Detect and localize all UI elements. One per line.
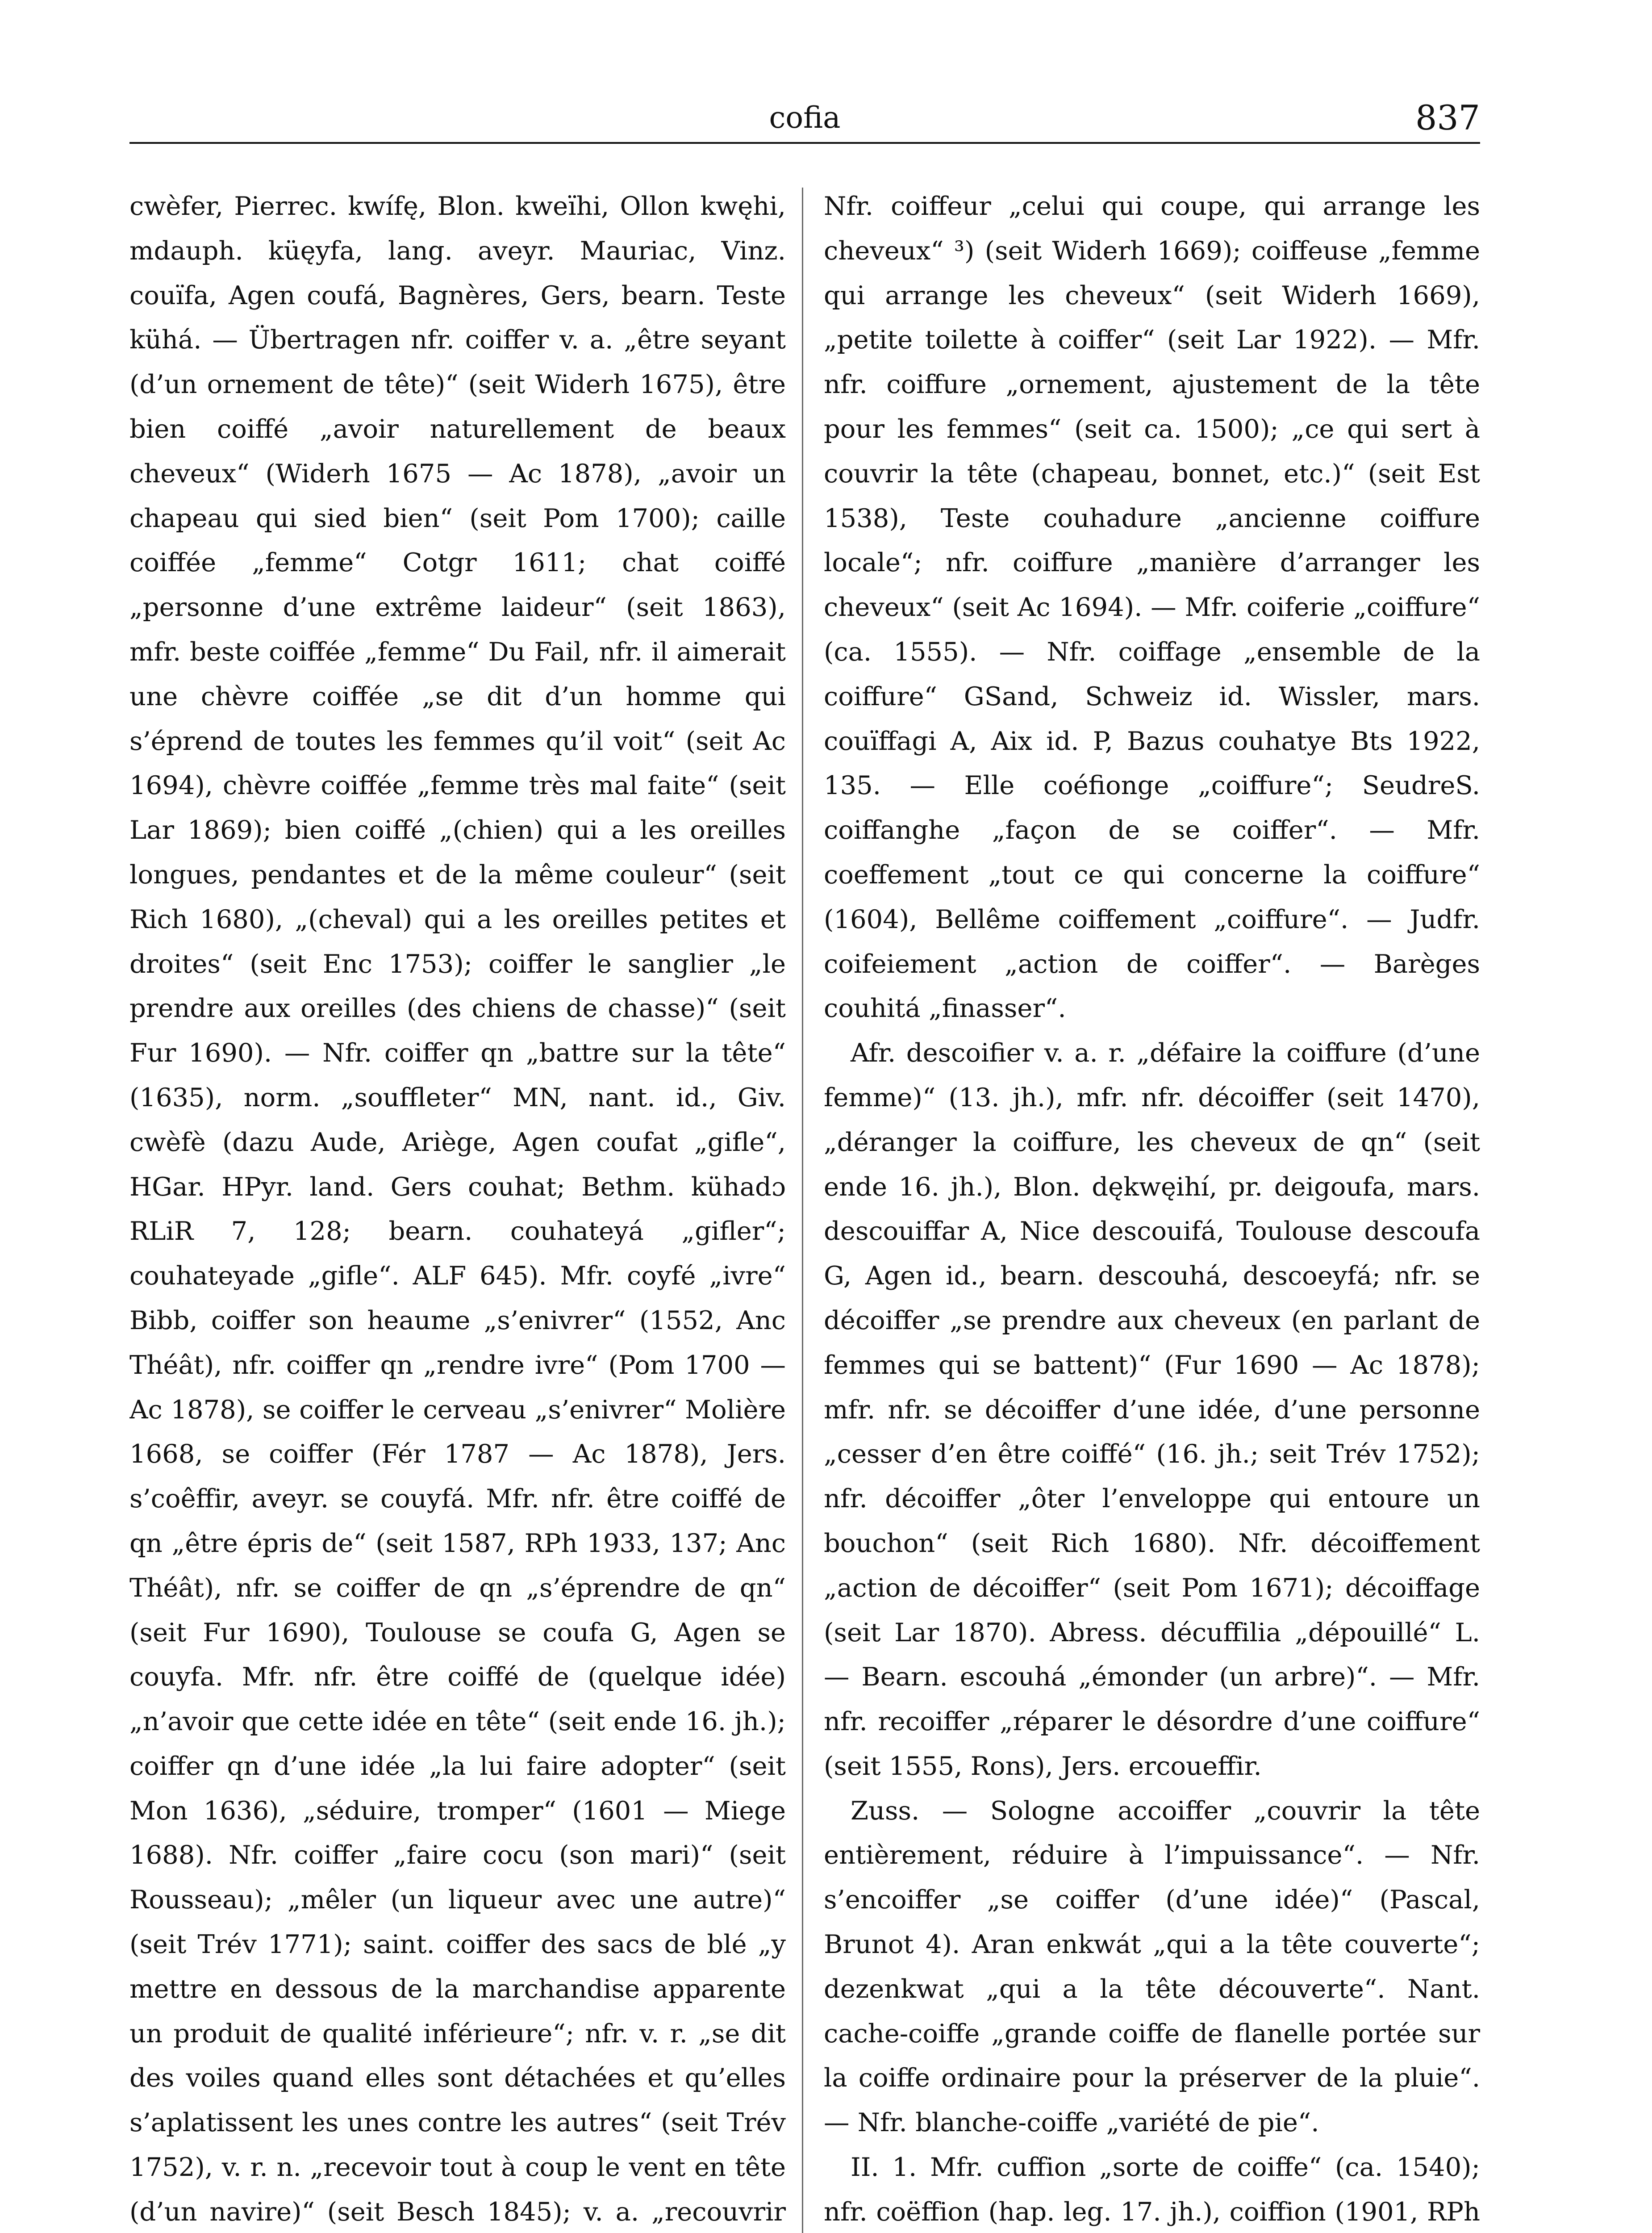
running-title: cofia [769, 100, 841, 135]
running-header [129, 100, 1480, 136]
page-number: 837 [1415, 98, 1480, 138]
right-paragraph-1: Nfr. coiffeur „celui qui coupe, qui arrange les cheveux“ ³) (seit Widerh 1669); coiffeuse „femme qui arrange les cheveux“ (seit Widerh 1669), „petite toilette à coiffer“ (seit Lar 1922). — Mfr. nfr. coiffure „ornement, ajustement de la tête pour les femmes“ (seit ca. 1500); „ce qui sert à couvrir la tête (chapeau, bonnet, etc.)“ (seit Est 1538), Teste couhadure „ancienne coiffure locale“; nfr. coiffure „manière d’arranger les cheveux“ (seit Ac 1694). — Mfr. coiferie „coiffure“ (ca. 1555). — Nfr. coiffage „ensemble de la coiffure“ GSand, Schweiz id. Wissler, mars. couïffagi A, Aix id. P, Bazus couhatye Bts 1922, 135. — Elle coéfionge „coiffure“; SeudreS. coiffanghe „façon de se coiffer“. — Mfr. coeffement „tout ce qui concerne la coiffure“ (1604), Bellême coiffement „coiffure“. — Judfr. coifeiement „action de coiffer“. — Barèges couhitá „finasser“. [824, 191, 1480, 1024]
right-paragraph-2: Afr. descoifier v. a. r. „défaire la coiffure (d’une femme)“ (13. jh.), mfr. nfr. décoiffer (seit 1470), „déranger la coiffure, les cheveux de qn“ (seit ende 16. jh.), Blon. dękwęihí, pr. deigoufa, mars. descouiffar A, Nice descouifá, Toulouse descoufa G, Agen id., bearn. descouhá, descoeyfá; nfr. se décoiffer „se prendre aux cheveux (en parlant de femmes qui se battent)“ (Fur 1690 — Ac 1878); mfr. nfr. se décoiffer d’une idée, d’une personne „cesser d’en être coiffé“ (16. jh.; seit Trév 1752); nfr. décoiffer „ôter l’enveloppe qui entoure un bouchon“ (seit Rich 1680). Nfr. décoiffement „action de décoiffer“ (seit Pom 1671); décoiffage (seit Lar 1870). Abress. décuffilia „dépouillé“ L. — Bearn. escouhá „émonder (un arbre)“. — Mfr. nfr. recoiffer „réparer le désordre d’une coiffure“ (seit 1555, Rons), Jers. ercoueffir. [824, 1038, 1480, 1781]
left-paragraph-1: cwèfer, Pierrec. kwífę, Blon. kweïhi, Ollon kwęhi, mdauph. küęyfa, lang. aveyr. Mauriac, Vinz. couïfa, Agen coufá, Bagnères, Gers, bearn. Teste kühá. — Übertragen nfr. coiffer v. a. „être seyant (d’un ornement de tête)“ (seit Widerh 1675), être bien coiffé „avoir naturellement de beaux cheveux“ (Widerh 1675 — Ac 1878), „avoir un chapeau qui sied bien“ (seit Pom 1700); caille coiffée „femme“ Cotgr 1611; chat coiffé „personne d’une extrême laideur“ (seit 1863), mfr. beste coiffée „femme“ Du Fail, nfr. il aimerait une chèvre coiffée „se dit d’un homme qui s’éprend de toutes les femmes qu’il voit“ (seit Ac 1694), chèvre coiffée „femme très mal faite“ (seit Lar 1869); bien coiffé „(chien) qui a les oreilles longues, pendantes et de la même couleur“ (seit Rich 1680), „(cheval) qui a les oreilles petites et droites“ (seit Enc 1753); coiffer le sanglier „le prendre aux oreilles (des chiens de chasse)“ (seit Fur 1690). — Nfr. coiffer qn „battre sur la tête“ (1635), norm. „souffleter“ MN, nant. id., Giv. cwèfè (dazu Aude, Ariège, Agen coufat „gifle“, HGar. HPyr. land. Gers couhat; Bethm. kühadɔ RLiR 7, 128; bearn. couhateyá „gifler“; couhateyade „gifle“. ALF 645). Mfr. coyfé „ivre“ Bibb, coiffer son heaume „s’enivrer“ (1552, Anc Théât), nfr. coiffer qn „rendre ivre“ (Pom 1700 — Ac 1878), se coiffer le cerveau „s’enivrer“ Molière 1668, se coiffer (Fér 1787 — Ac 1878), Jers. s’coêffir, aveyr. se couyfá. Mfr. nfr. être coiffé de qn „être épris de“ (seit 1587, RPh 1933, 137; Anc Théât), nfr. se coiffer de qn „s’éprendre de qn“ (seit Fur 1690), Toulouse se coufa G, Agen se couyfa. Mfr. nfr. être coiffé de (quelque idée) „n’avoir que cette idée en tête“ (seit ende 16. jh.); coiffer qn d’une idée „la lui faire adopter“ (seit Mon 1636), „séduire, tromper“ (1601 — Miege 1688). Nfr. coiffer „faire cocu (son mari)“ (seit Rousseau); „mêler (un liqueur avec une autre)“ (seit Trév 1771); saint. coiffer des sacs de blé „y mettre en dessous de la marchandise apparente un produit de qualité inférieure“; nfr. v. r. „se dit des voiles quand elles sont détachées et qu’elles s’aplatissent les unes contre les autres“ (seit Trév 1752), v. r. n. „recevoir tout à coup le vent en tête (d’un navire)“ (seit Besch 1845); v. a. „recouvrir [129, 191, 786, 2227]
right-paragraph-4: II. 1. Mfr. cuffion „sorte de coiffe“ (ca. 1540); nfr. coëffion (hap. leg. 17. jh.), coiffion (1901, RPh [824, 2152, 1480, 2227]
header-rule [129, 142, 1480, 144]
right-column [824, 184, 1480, 2233]
left-column [129, 184, 786, 2233]
right-paragraph-3: Zuss. — Sologne accoiffer „couvrir la tête entièrement, réduire à l’impuissance“. — Nfr. s’encoiffer „se coiffer (d’une idée)“ (Pascal, Brunot 4). Aran enkwát „qui a la tête couverte“; dezenkwat „qui a la tête découverte“. Nant. cache-coiffe „grande coiffe de flanelle portée sur la coiffe ordinaire pour la préserver de la pluie“. — Nfr. blanche-coiffe „variété de pie“. [824, 1795, 1480, 2138]
column-divider [802, 188, 803, 2233]
